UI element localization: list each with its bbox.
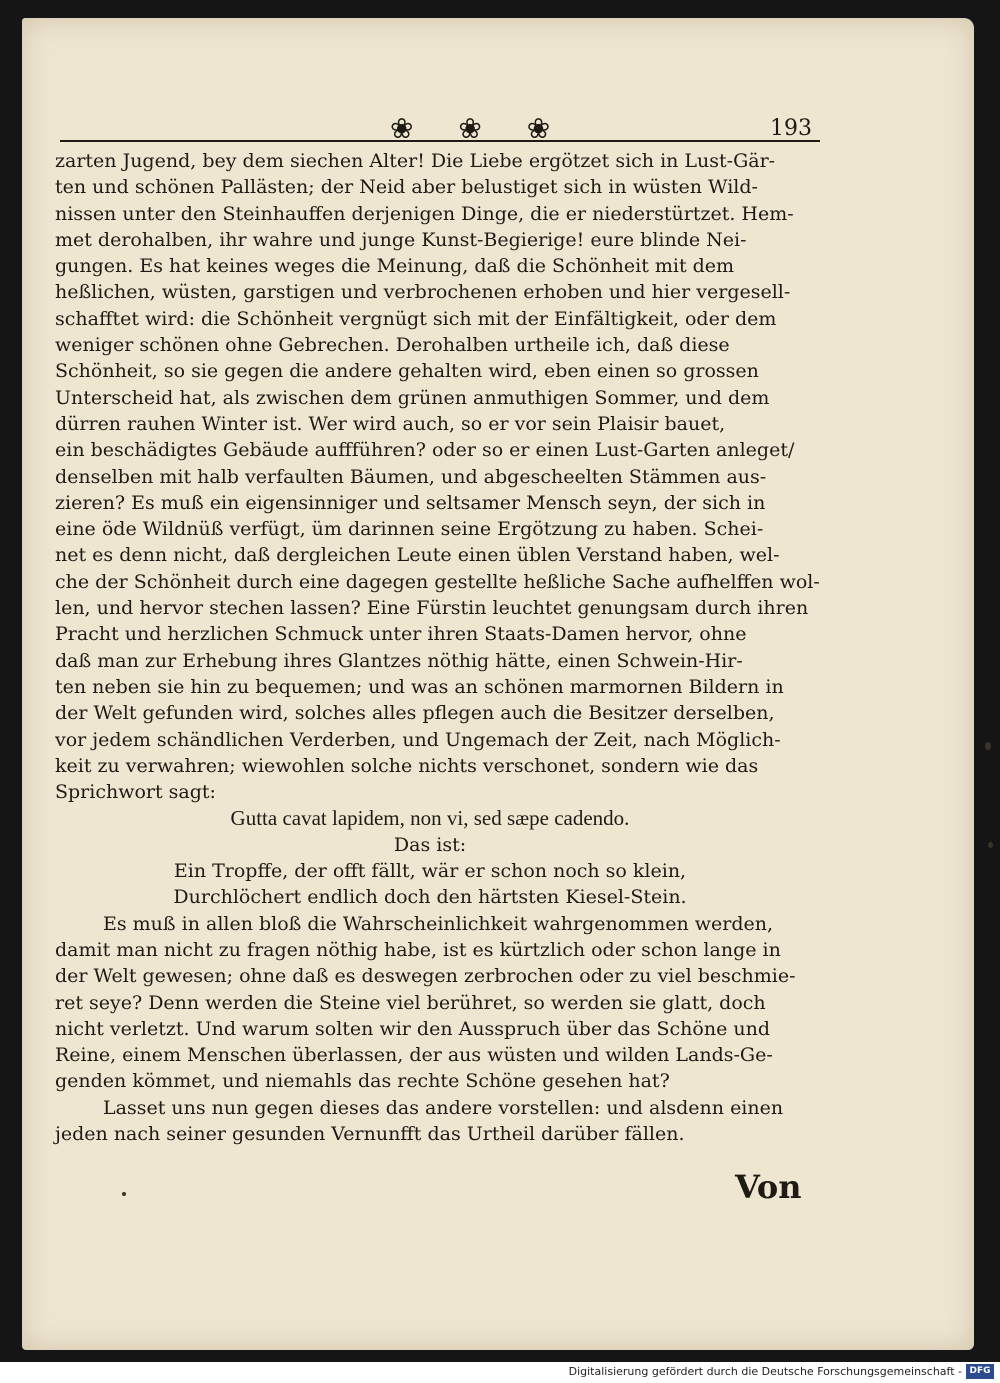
text-line: nicht verletzt. Und warum solten wir den Ausspruch über das Schöne und: [55, 1017, 770, 1040]
text-line: nissen unter den Steinhauffen derjenigen Dinge, die er niederstürtzet. Hem-: [55, 202, 794, 225]
text-line: ten und schönen Pallästen; der Neid aber belustiget sich in wüsten Wild-: [55, 176, 758, 199]
text-line: daß man zur Erhebung ihres Glantzes nöthig hätte, einen Schwein-Hir-: [55, 649, 743, 672]
text-line: Schönheit, so sie gegen die andere gehalten wird, eben einen so grossen: [55, 360, 759, 383]
text-line: zarten Jugend, bey dem siechen Alter! Die Liebe ergötzet sich in Lust-Gär-: [55, 150, 776, 172]
text-line: weniger schönen ohne Gebrechen. Derohalben urtheile ich, daß diese: [55, 334, 730, 357]
text-line: Unterscheid hat, als zwischen dem grünen anmuthigen Sommer, und dem: [55, 386, 770, 409]
ink-speck: [985, 742, 991, 750]
text-line: Es muß in allen bloß die Wahrscheinlichkeit wahrgenommen werden,: [103, 912, 774, 935]
text-line: met derohalben, ihr wahre und junge Kunst-Begierige! eure blinde Nei-: [55, 228, 747, 251]
ornament-row: ❀ ❀ ❀: [390, 112, 569, 145]
text-line: gungen. Es hat keines weges die Meinung, daß die Schönheit mit dem: [55, 255, 735, 278]
text-line: genden kömmet, und niemahls das rechte Schöne gesehen hat?: [55, 1070, 670, 1093]
text-line: heßlichen, wüsten, garstigen und verbrochenen erhoben und hier vergesell-: [55, 281, 791, 304]
footer-credit: Digitalisierung gefördert durch die Deutsche Forschungsgemeinschaft -: [568, 1365, 962, 1378]
dfg-logo-icon: DFG: [966, 1364, 994, 1379]
verse-line: Durchlöchert endlich doch den härtsten Kiesel-Stein.: [173, 886, 687, 909]
ink-speck: [122, 1192, 126, 1196]
das-ist-heading: Das ist:: [393, 833, 467, 856]
text-line: Pracht und herzlichen Schmuck unter ihren Staats-Damen hervor, ohne: [55, 623, 747, 646]
text-line: ein beschädigtes Gebäude auffführen? oder so er einen Lust-Garten anleget/: [55, 439, 795, 462]
text-line: ten neben sie hin zu bequemen; und was an schönen marmornen Bildern in: [55, 675, 784, 698]
text-line: Reine, einem Menschen überlassen, der aus wüsten und wilden Lands-Ge-: [55, 1044, 773, 1067]
text-line: che der Schönheit durch eine dagegen gestellte heßliche Sache aufhelffen wol-: [55, 570, 820, 593]
page-number: 193: [770, 116, 812, 141]
page-header: [60, 112, 820, 146]
text-line: der Welt gewesen; ohne daß es deswegen zerbrochen oder zu viel beschmie-: [55, 965, 796, 988]
text-line: der Welt gefunden wird, solches alles pflegen auch die Besitzer derselben,: [55, 702, 775, 725]
header-rule: [60, 140, 820, 142]
text-line: Lasset uns nun gegen dieses das andere vorstellen: und alsdenn einen: [103, 1096, 784, 1119]
text-line: len, und hervor stechen lassen? Eine Fürstin leuchtet genungsam durch ihren: [55, 597, 809, 620]
text-line: eine öde Wildnüß verfügt, üm darinnen seine Ergötzung zu haben. Schei-: [55, 518, 764, 541]
text-line: dürren rauhen Winter ist. Wer wird auch, so er vor sein Plaisir bauet,: [55, 412, 726, 435]
text-line: keit zu verwahren; wiewohlen solche nichts verschonet, sondern wie das: [55, 754, 759, 777]
ink-speck: [988, 842, 993, 848]
text-line: zieren? Es muß ein eigensinniger und seltsamer Mensch seyn, der sich in: [55, 491, 766, 514]
text-line: net es denn nicht, daß dergleichen Leute einen üblen Verstand haben, wel-: [55, 544, 780, 567]
text-line: denselben mit halb verfaulten Bäumen, und abgescheelten Stämmen aus-: [55, 465, 767, 488]
verse-line: Ein Tropffe, der offt fällt, wär er schon noch so klein,: [173, 860, 687, 883]
catchword: Von: [735, 1168, 802, 1206]
text-line: ret seye? Denn werden die Steine viel berühret, so werden sie glatt, doch: [55, 991, 766, 1014]
text-line: Sprichwort sagt:: [55, 781, 216, 804]
text-line: schafftet wird: die Schönheit vergnügt sich mit der Einfältigkeit, oder dem: [55, 307, 777, 330]
text-line: jeden nach seiner gesunden Vernunfft das Urtheil darüber fällen.: [55, 1122, 685, 1145]
latin-proverb: Gutta cavat lapidem, non vi, sed sæpe cadendo.: [230, 806, 630, 831]
text-line: vor jedem schändlichen Verderben, und Ungemach der Zeit, nach Möglich-: [55, 728, 781, 751]
text-line: damit man nicht zu fragen nöthig habe, ist es kürtzlich oder schon lange in: [55, 938, 781, 961]
body-text: [55, 148, 820, 1147]
footer-bar: [0, 1362, 1000, 1383]
